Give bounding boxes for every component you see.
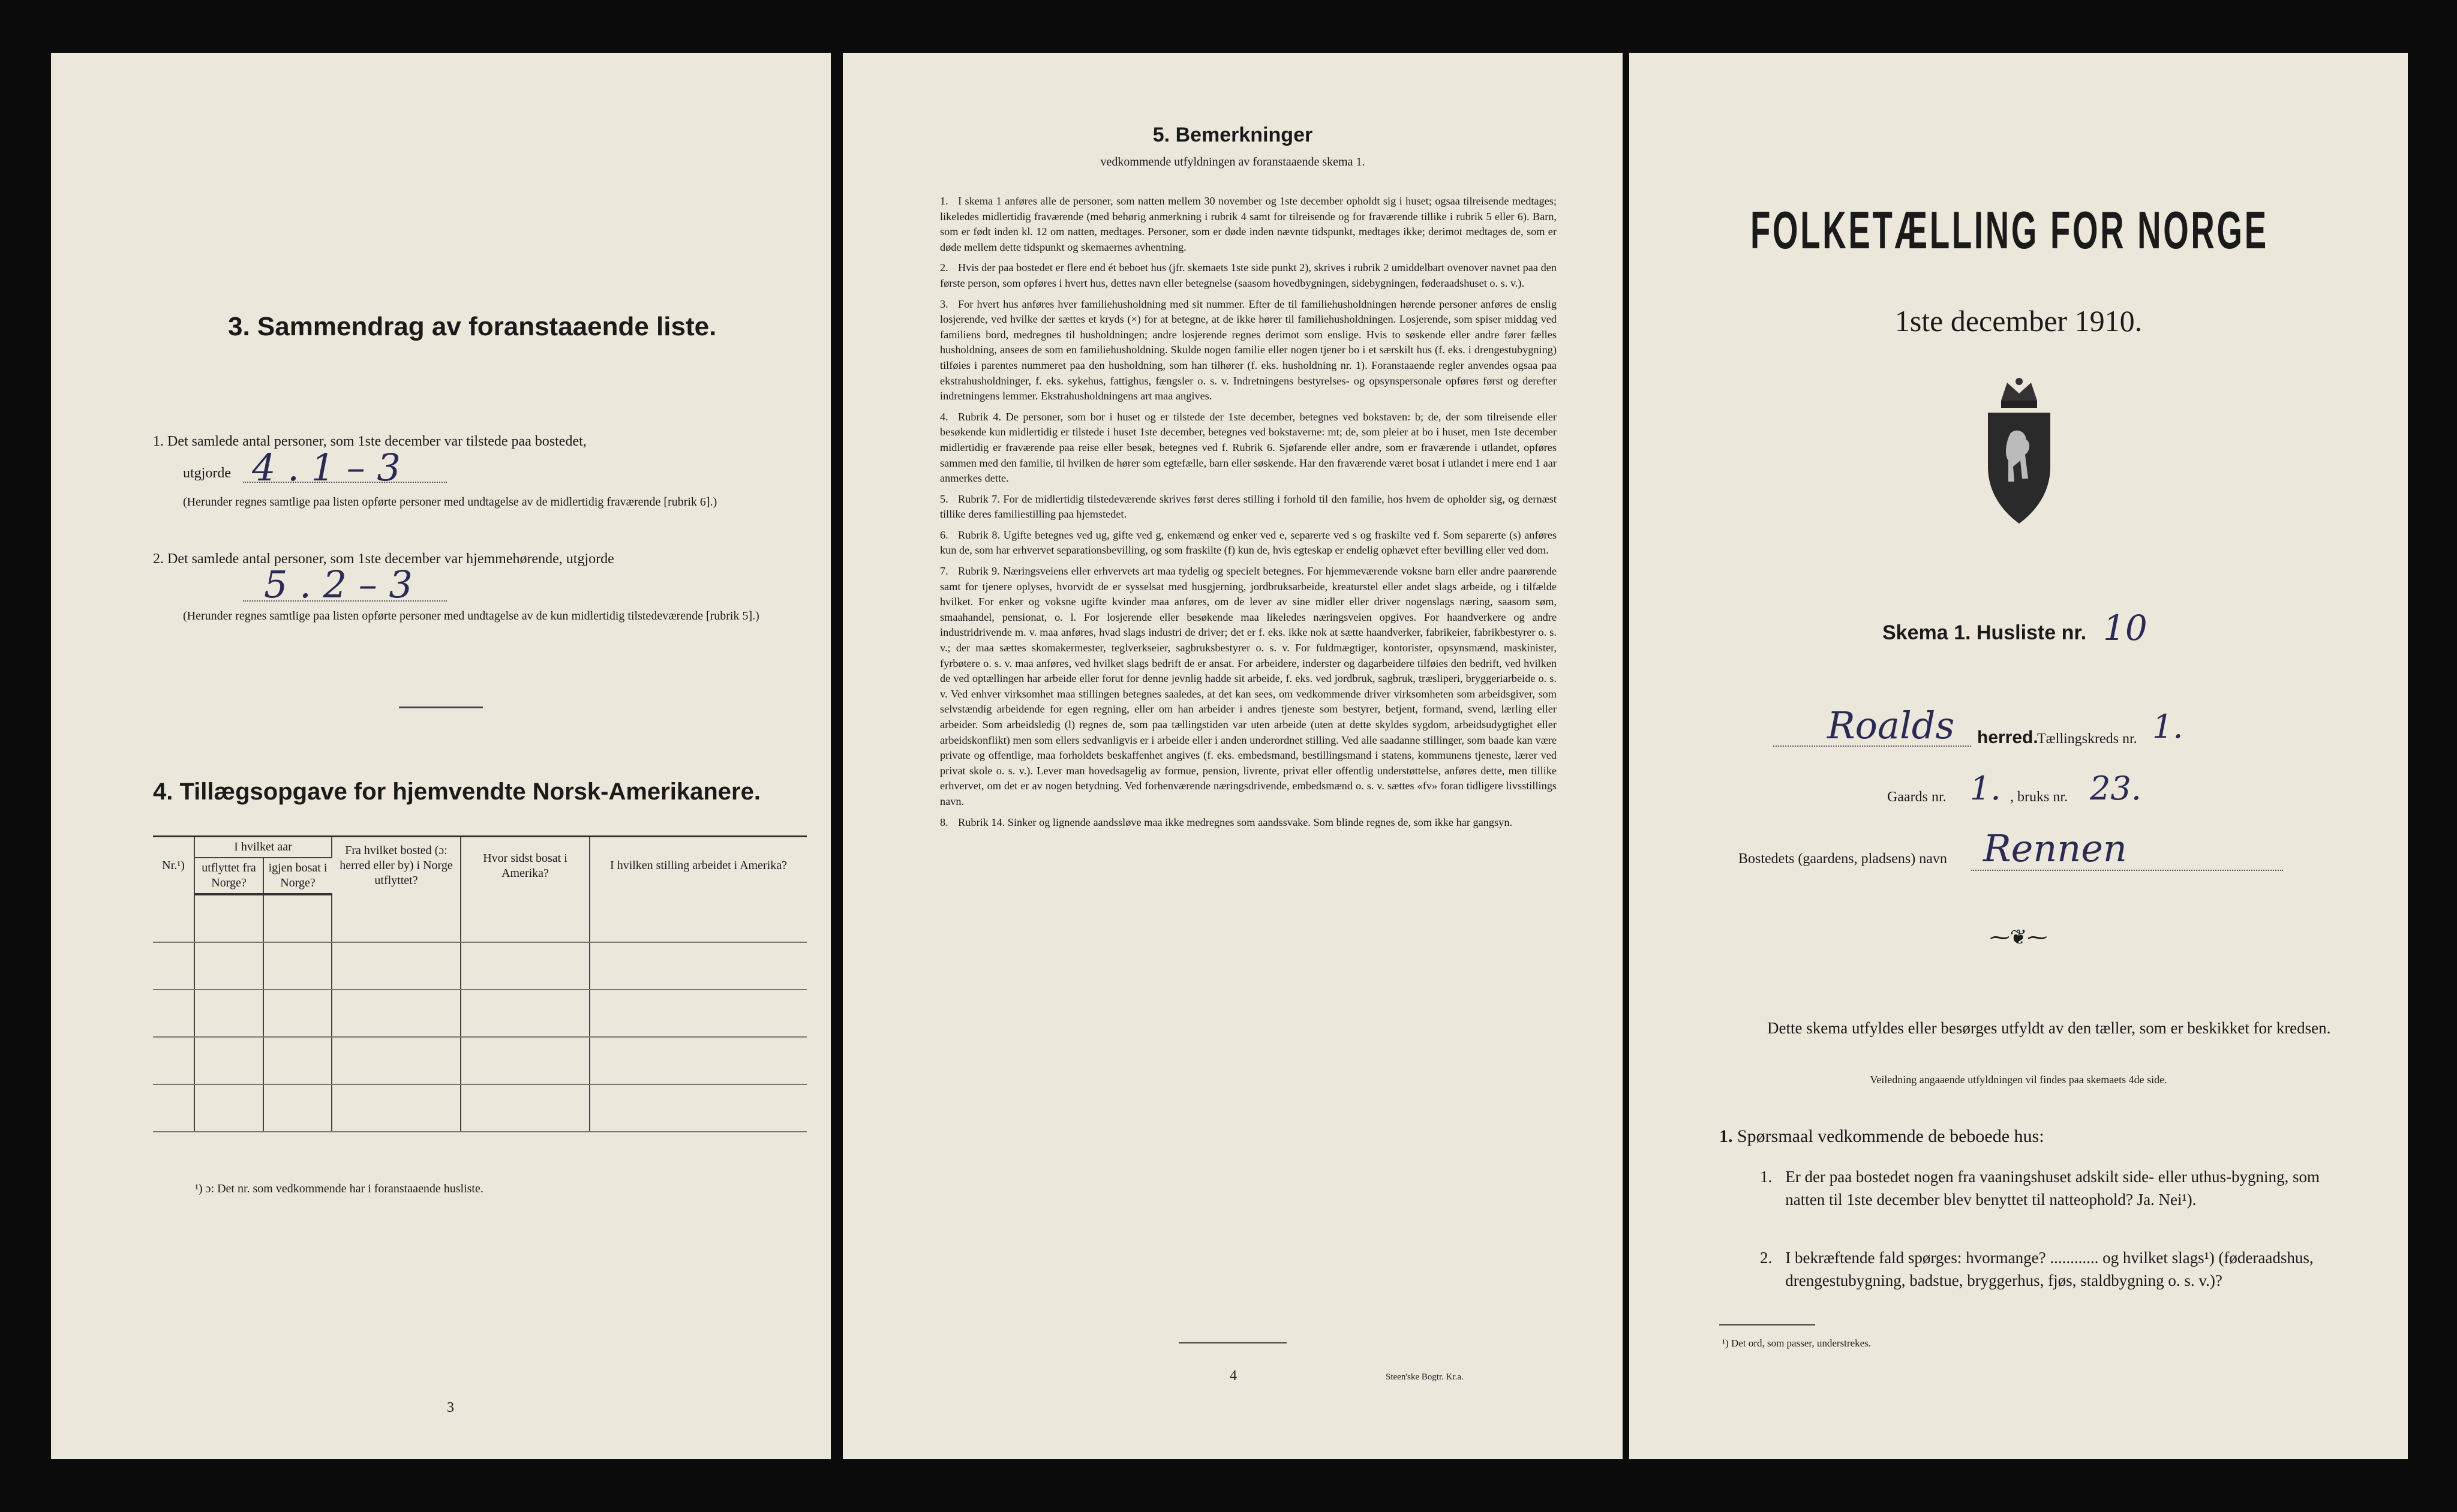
col-igjen-bosat: igjen bosat i Norge? xyxy=(263,858,332,894)
summary-item-2-note: (Herunder regnes samtlige paa listen opførte personer med undtagelse av de kun midlertidig tilstedeværende [rubrik 5].) xyxy=(183,609,759,623)
printer-mark: Steen'ske Bogtr. Kr.a. xyxy=(1386,1372,1464,1382)
divider xyxy=(399,707,483,708)
remark-number: 6. xyxy=(940,528,948,541)
bosted-label: Bostedets (gaardens, pladsens) navn xyxy=(1738,851,1947,867)
remark-text: For hvert hus anføres hver familiehusholdning med sit nummer. Efter de til familiehusholdningen hørende personer anføres de enslig losjerende, ved hvilke der sættes et kryds (×) for at betegne, at de ikke hører til familiehusholdningen. Losjerende, som spiser middag ved familiens bord, medregnes til husholdningen; andre losjerende regnes derimot som enslige. Hvis to søskende eller andre fører fælles husholdning, ansees de som en familiehusholdning. Skulde nogen familie eller nogen tjener bo i et særskilt hus (f. eks. i drengestubygning) tilføies i parentes nummeret paa den husholdning, som han tilhører (f. eks. husholdning nr. 1). Foranstaaende regler anvendes ogsaa paa ekstrahusholdninger, f. eks. sykehus, fattighus, fængsler o. s. v. Indretningens bestyrelses- og opsynspersonale opføres først og derefter indretningens lemmer. Ekstrahusholdningens art maa angives. xyxy=(940,297,1557,402)
remark-text: Rubrik 7. For de midlertidig tilstedeværende skrives først deres stilling i forhold til den familie, hos hvem de opholder sig, og dernæst tillike deres familiestilling paa hjemstedet. xyxy=(940,492,1557,521)
remark-text: Rubrik 14. Sinker og lignende aandssløve maa ikke medregnes som aandssvake. Som blinde regnes de, som ikke har gangsyn. xyxy=(958,816,1513,828)
bruks-value[interactable]: 23. xyxy=(2090,769,2141,807)
remarks-title: 5. Bemerkninger xyxy=(1152,124,1313,146)
summary-item-2: 2. Det samlede antal personer, som 1ste december var hjemmehørende, utgjorde xyxy=(153,551,614,567)
section-3-title: 3. Sammendrag av foranstaaende liste. xyxy=(228,312,717,341)
form-intro: Dette skema utfyldes eller besørges utfyldt av den tæller, som er beskikket for kredsen. xyxy=(1767,1019,2331,1037)
summary-item-1-row xyxy=(183,464,231,483)
remark-item xyxy=(940,194,1557,255)
kreds-value[interactable]: 1. xyxy=(2152,708,2183,746)
remark-text: I skema 1 anføres alle de personer, som natten mellem 30 november og 1ste december opholdt sig i huset; ogsaa tilreisende medtages; likeledes midlertidig fraværende (med behørig anmerkning i rubrik 4 samt for tilreisende og for fraværende tillike i rubrik 5 eller 6). Barn, som er født inden kl. 12 om natten, medtages. Personer, som er døde inden nævnte tidspunkt, medtages ikke; derimot medtages de, som er døde mellem dette tidspunkt og skemaernes avhentning. xyxy=(940,195,1557,253)
table-row xyxy=(153,1037,807,1084)
summary-item-1-value[interactable]: 4 . 1 – 3 xyxy=(252,446,401,489)
schema-label: Skema 1. Husliste nr. xyxy=(1882,621,2087,644)
questions-heading: 1. Spørsmaal vedkommende de beboede hus: xyxy=(1719,1126,2044,1146)
remark-item xyxy=(940,297,1557,404)
remark-number: 8. xyxy=(940,816,948,828)
herred-value[interactable]: Roalds xyxy=(1827,704,1955,747)
remark-item xyxy=(940,260,1557,291)
census-date: 1ste december 1910. xyxy=(1894,304,2143,338)
remarks-list xyxy=(940,194,1557,835)
remark-item xyxy=(940,564,1557,810)
footnote: ¹) Det ord, som passer, understrekes. xyxy=(1722,1337,1872,1349)
table-footnote: ¹) ɔ: Det nr. som vedkommende har i foranstaaende husliste. xyxy=(195,1182,483,1195)
table-row xyxy=(153,942,807,990)
summary-item-2-value[interactable]: 5 . 2 – 3 xyxy=(264,563,413,606)
remark-text: Rubrik 8. Ugifte betegnes ved ug, gifte ved g, enkemænd og enker ved e, separerte ved s og fraskilte ved f. Som separerte (s) anføres kun de, som har erhvervet separationsbevilling, og som fraskilte (f) kun de, hvis egteskap er endelig ophævet efter bevilling eller ved dom. xyxy=(940,528,1557,557)
remark-item xyxy=(940,492,1557,522)
col-hvor-bosat: Hvor sidst bosat i Amerika? xyxy=(461,837,590,895)
gaards-label: Gaards nr. xyxy=(1887,789,1947,805)
dotted-line xyxy=(243,482,447,483)
page-3 xyxy=(51,53,831,1459)
bruks-label: , bruks nr. xyxy=(2010,789,2068,805)
table-row xyxy=(153,894,807,942)
question-2: 2. I bekræftende fald spørges: hvormange? ............ og hvilket slags¹) (føderaadshus, drengestubygning, badstue, bryggerhus, fjøs, staldbygning o. s. v.)? xyxy=(1760,1246,2348,1292)
remark-number: 4. xyxy=(940,410,948,423)
husliste-nr-value[interactable]: 10 xyxy=(2103,608,2147,648)
veiledning: Veiledning angaaende utfyldningen vil findes paa skemaets 4de side. xyxy=(1870,1074,2167,1086)
col-fra-bosted: Fra hvilket bosted (ɔ: herred eller by) i Norge utflyttet? xyxy=(332,837,461,895)
gaards-value[interactable]: 1. xyxy=(1970,769,2001,807)
remark-number: 7. xyxy=(940,565,948,578)
page-1 xyxy=(1629,53,2408,1459)
summary-item-1-prefix: utgjorde xyxy=(183,465,231,481)
dotted-line xyxy=(243,600,447,602)
coat-of-arms-icon xyxy=(1983,377,2055,525)
herred-label: herred. xyxy=(1977,728,2038,747)
section-4-title: 4. Tillægsopgave for hjemvendte Norsk-Amerikanere. xyxy=(153,778,761,805)
remark-number: 5. xyxy=(940,492,948,505)
remark-text: Rubrik 9. Næringsveiens eller erhvervets art maa tydelig og specielt betegnes. For hjemmeværende voksne barn eller andre paarørende samt for tjenere oplyses, hvorvidt de er sysselsat med husgjerning, jordbruksarbeide, kreaturstel eller andet slags arbeide, og i tilfælde hvilket. For enker og voksne ugifte kvinder maa anføres, om de lever av sine midler eller driver nogenslags næring, saasom søm, smaahandel, pensionat, o. l. For losjerende eller besøkende maa likeledes næringsveien opgives. For haandverkere og andre industridrivende m. v. maa anføres, hvad slags industri de driver; det er f. eks. ikke nok at sætte haandverker, fabrikeier, fabrikbestyrer o. s. v.; der maa sættes skomakermester, teglverkseier, sagbruksbestyrer o. s. v. For fuldmægtiger, kontorister, opsynsmænd, maskinister, fyrbøtere o. s. v. maa anføres, ved hvilket slags bedrift de er ansat. For arbeidere, inderster og dagarbeidere tilføies den bedrift, ved hvilken de ved optællingen har arbeide eller forut for denne jevnlig hadde sit arbeide, f. eks. ved jordbruk, sagbruk, træsliperi, bryggeriarbeide o. s. v. Ved enhver virksomhet maa stillingen betegnes saaledes, at det kan sees, om vedkommende driver virksomheten som arbeidsgiver, som selvstændig arbeidende for egen regning, eller om han arbeider i andres tjeneste som bestyrer, betjent, formand, svend, lærling eller arbeider. Som arbeidsledig (l) regnes de, som paa tællingstiden var uten arbeide (uten at dette skyldes sygdom, arbeidsudygtighet eller arbeidskonflikt) men som ellers sedvanligvis er i arbeide eller i anden underordnet stilling. Ved alle saadanne stillinger, som baade kan være private og offentlige, maa forholdets beskaffenhet angives (f. eks. embedsmand, bestillingsmand i statens, kommunens tjeneste, lærer ved privat skole o. s. v.). Lever man hovedsagelig av formue, pension, livrente, privat eller offentlig understøttelse, anføres dette, men tillike erhvervet, om det er av nogen betydning. Ved forhenværende næringsdrivende, embedsmænd o. s. v. sættes «fv» foran tidligere livsstillings navn. xyxy=(940,565,1557,807)
remark-number: 1. xyxy=(940,195,948,207)
col-utflyttet: utflyttet fra Norge? xyxy=(194,858,263,894)
norsk-amerikanere-table xyxy=(153,835,807,1132)
summary-item-1: 1. Det samlede antal personer, som 1ste december var tilstede paa bostedet, xyxy=(153,434,587,449)
ornament-icon: ⁓❦⁓ xyxy=(1989,927,2048,949)
table-row xyxy=(153,990,807,1037)
page-number: 3 xyxy=(447,1400,454,1415)
remarks-subtitle: vedkommende utfyldningen av foranstaaende skema 1. xyxy=(1100,155,1365,169)
col-group-year: I hvilket aar xyxy=(194,837,332,858)
page-number: 4 xyxy=(1230,1368,1237,1384)
question-1: 1. Er der paa bostedet nogen fra vaaningshuset adskilt side- eller uthus-bygning, som natten til 1ste december blev benyttet til natteophold? Ja. Nei¹). xyxy=(1760,1165,2348,1211)
page-4 xyxy=(843,53,1623,1459)
remark-number: 3. xyxy=(940,297,948,310)
remark-number: 2. xyxy=(940,261,948,274)
summary-item-2-text: Det samlede antal personer, som 1ste december var hjemmehørende, utgjorde xyxy=(167,551,614,567)
remark-text: Rubrik 4. De personer, som bor i huset og er tilstede der 1ste december, betegnes ved bokstaven: b; de, der som tilreisende eller besøkende kun midlertidig er tilstede i huset 1ste december, betegnes ved bokstaverne: mt; de, som pleier at bo i huset, men 1ste december midlertidig er fraværende paa reise eller besøk, betegnes ved f. Rubrik 6. Sjøfarende eller andre, som er fraværende i utlandet, opføres sammen med den familie, til hvilken de hører som egtefælle, barn eller søskende. Har den fraværende været bosat i utlandet i mere end 1 aar anmerkes dette. xyxy=(940,410,1557,485)
bosted-value[interactable]: Rennen xyxy=(1983,826,2127,870)
form-title: FOLKETÆLLING FOR NORGE xyxy=(1750,200,2269,260)
dotted-line xyxy=(1971,870,2283,871)
question-1-text: Er der paa bostedet nogen fra vaaningshuset adskilt side- eller uthus-bygning, som natten til 1ste december blev benyttet til natteophold? Ja. Nei¹). xyxy=(1785,1168,2320,1209)
summary-item-1-note: (Herunder regnes samtlige paa listen opførte personer med undtagelse av de midlertidig fraværende [rubrik 6].) xyxy=(183,495,717,509)
divider xyxy=(1719,1324,1815,1325)
divider xyxy=(1179,1342,1287,1343)
summary-item-1-text: Det samlede antal personer, som 1ste december var tilstede paa bostedet, xyxy=(167,434,587,449)
table-row xyxy=(153,1084,807,1132)
dotted-line xyxy=(1773,746,1971,747)
question-2-text: I bekræftende fald spørges: hvormange? ............ og hvilket slags¹) (føderaadshus, drengestubygning, badstue, bryggerhus, fjøs, staldbygning o. s. v.)? xyxy=(1785,1249,2314,1289)
col-nr: Nr.¹) xyxy=(153,837,194,895)
remark-item xyxy=(940,815,1557,831)
remark-text: Hvis der paa bostedet er flere end ét beboet hus (jfr. skemaets 1ste side punkt 2), skrives i rubrik 2 umiddelbart ovenover navnet paa den første person, som opføres i hvert hus, dettes navn eller betegnelse (saasom hovedbygningen, sidebygningen, føderaadshuset o. s. v.). xyxy=(940,261,1557,289)
kreds-label: Tællingskreds nr. xyxy=(2037,731,2137,747)
remark-item xyxy=(940,410,1557,486)
remark-item xyxy=(940,528,1557,558)
col-stilling: I hvilken stilling arbeidet i Amerika? xyxy=(610,859,787,872)
